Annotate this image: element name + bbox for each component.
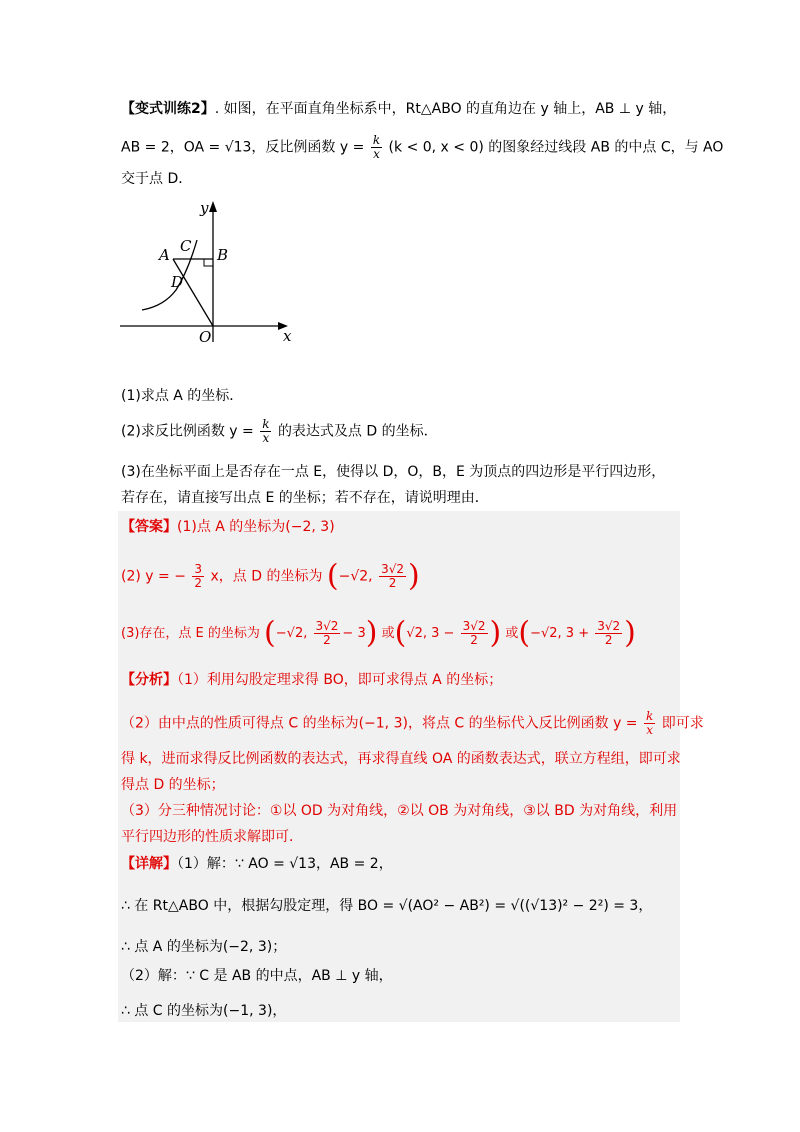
analysis-line-1 <box>121 669 502 691</box>
question-2-text-a: (2)求反比例函数 y = <box>121 423 254 440</box>
fraction-den: 2 <box>194 576 203 590</box>
answer-2-prefix: (2) y = − <box>121 568 186 585</box>
fraction <box>260 418 271 445</box>
fraction <box>644 710 655 737</box>
fraction-den: 2 <box>470 633 478 647</box>
answer-3-or: 或 <box>381 626 395 641</box>
fraction-num: 3√2 <box>381 562 405 576</box>
paren-open: ( <box>518 615 531 651</box>
answer-3-c1-tail: − 3 <box>342 626 366 641</box>
fraction-den: x <box>646 723 654 737</box>
answer-tag: 【答案】 <box>121 519 177 535</box>
problem-line-1 <box>121 98 676 120</box>
answer-1-text: (1)点 A 的坐标为(−2, 3) <box>177 519 335 535</box>
analysis-tag: 【分析】 <box>121 672 177 688</box>
analysis-line-5 <box>121 800 677 822</box>
analysis-line-2 <box>121 710 704 737</box>
fraction <box>371 134 382 161</box>
problem-text-2a: AB = 2，OA = √13，反比例函数 y = <box>121 139 365 156</box>
analysis-text-6: 平行四边形的性质求解即可． <box>121 829 303 845</box>
label-x: x <box>283 327 292 345</box>
detail-text-3: ∴ 点 A 的坐标为(−2, 3)； <box>121 939 287 955</box>
answer-line-2 <box>121 558 420 594</box>
paren-open: ( <box>326 558 339 594</box>
problem-text-2b: (k < 0, x < 0) 的图象经过线段 AB 的中点 C，与 AO <box>388 139 724 156</box>
fraction-num: k <box>646 709 654 723</box>
analysis-line-3 <box>121 748 681 770</box>
question-1-text: (1)求点 A 的坐标． <box>121 388 244 404</box>
detail-line-3 <box>121 936 286 958</box>
answer-3-or-2: 或 <box>505 626 519 641</box>
fraction-den: x <box>262 431 270 445</box>
answer-3-c1-x: −√2, <box>275 626 308 641</box>
detail-text-1: （1）解：∵ AO = √13，AB = 2， <box>177 856 393 872</box>
detail-text-4: （2）解：∵ C 是 AB 的中点，AB ⊥ y 轴， <box>121 968 393 984</box>
paren-open: ( <box>264 615 276 651</box>
problem-line-3 <box>121 168 192 190</box>
label-d: D <box>171 273 184 291</box>
paren-close: ) <box>365 615 378 651</box>
analysis-text-2a: （2）由中点的性质可得点 C 的坐标为(−1, 3)，将点 C 的坐标代入反比例函数 y = <box>121 715 638 732</box>
right-angle-mark <box>204 259 213 266</box>
analysis-line-4 <box>121 774 225 796</box>
fraction-num: k <box>262 417 270 431</box>
detail-line-4 <box>121 965 393 987</box>
question-2 <box>121 418 438 445</box>
segment-ao <box>173 259 213 326</box>
fraction-num: k <box>372 133 381 147</box>
answer-line-1 <box>121 516 335 538</box>
answer-3-prefix: (3)存在，点 E 的坐标为 <box>121 626 260 641</box>
question-3-text-1: (3)在坐标平面上是否存在一点 E，使得以 D，O，B，E 为顶点的四边形是平行四边形， <box>121 464 666 480</box>
question-3-line-1 <box>121 461 665 483</box>
label-y: y <box>200 199 209 217</box>
fraction <box>595 620 622 647</box>
problem-text-1: . 如图，在平面直角坐标系中，Rt△ABO 的直角边在 y 轴上，AB ⊥ y 轴， <box>214 101 677 117</box>
fraction-den: x <box>373 147 380 161</box>
label-a: A <box>159 246 170 264</box>
detail-line-2 <box>121 895 652 917</box>
fraction-num: 3 <box>194 562 203 576</box>
analysis-text-1: （1）利用勾股定理求得 BO，即可求得点 A 的坐标； <box>177 672 503 688</box>
label-o: O <box>199 328 212 346</box>
label-b: B <box>217 246 229 264</box>
question-3-line-2 <box>121 487 489 509</box>
fraction-num: 3√2 <box>597 619 621 633</box>
answer-3-c3-x: −√2, 3 + <box>530 626 590 641</box>
analysis-text-2b: 即可求 <box>661 715 704 732</box>
analysis-text-3: 得 k，进而求得反比例函数的表达式，再求得直线 OA 的函数表达式，联立方程组，即可求 <box>121 751 681 767</box>
question-3-text-2: 若存在，请直接写出点 E 的坐标；若不存在，请说明理由． <box>121 490 489 506</box>
fraction-den: 2 <box>388 576 397 590</box>
paren-open: ( <box>394 615 407 651</box>
fraction-num: 3√2 <box>462 619 486 633</box>
problem-line-2 <box>121 134 723 161</box>
fraction <box>192 563 204 590</box>
problem-text-3: 交于点 D． <box>121 171 193 187</box>
paren-close: ) <box>489 615 502 651</box>
analysis-line-6 <box>121 826 303 848</box>
problem-tag: 【变式训练2】 <box>121 101 215 117</box>
detail-text-5: ∴ 点 C 的坐标为(−1, 3)， <box>121 1003 287 1019</box>
label-c: C <box>180 237 192 255</box>
analysis-text-5: （3）分三种情况讨论：①以 OD 为对角线，②以 OB 为对角线，③以 BD 为对角线，利用 <box>121 803 678 819</box>
answer-3-c2-x: √2, 3 − <box>406 626 455 641</box>
question-1 <box>121 385 243 407</box>
fraction-den: 2 <box>604 633 613 647</box>
fraction-den: 2 <box>323 633 331 647</box>
paren-close: ) <box>408 558 420 594</box>
question-2-text-b: 的表达式及点 D 的坐标． <box>277 423 438 440</box>
y-axis-arrow <box>209 201 217 212</box>
detail-line-1 <box>121 853 393 875</box>
paren-close: ) <box>624 615 636 651</box>
answer-2-mid: x，点 D 的坐标为 <box>210 568 323 585</box>
fraction-num: 3√2 <box>315 619 339 633</box>
fraction <box>314 620 341 647</box>
fraction <box>379 563 406 590</box>
answer-2-coord-x: −√2, <box>338 568 373 585</box>
coordinate-figure <box>116 196 296 346</box>
detail-tag: 【详解】 <box>121 856 177 872</box>
analysis-text-4: 得点 D 的坐标； <box>121 777 225 793</box>
fraction <box>461 620 488 647</box>
detail-line-5 <box>121 1000 286 1022</box>
answer-line-3 <box>121 615 636 651</box>
detail-text-2: ∴ 在 Rt△ABO 中，根据勾股定理，得 BO = √(AO² − AB²) = √((√13)² − 2²) = 3， <box>121 898 653 914</box>
